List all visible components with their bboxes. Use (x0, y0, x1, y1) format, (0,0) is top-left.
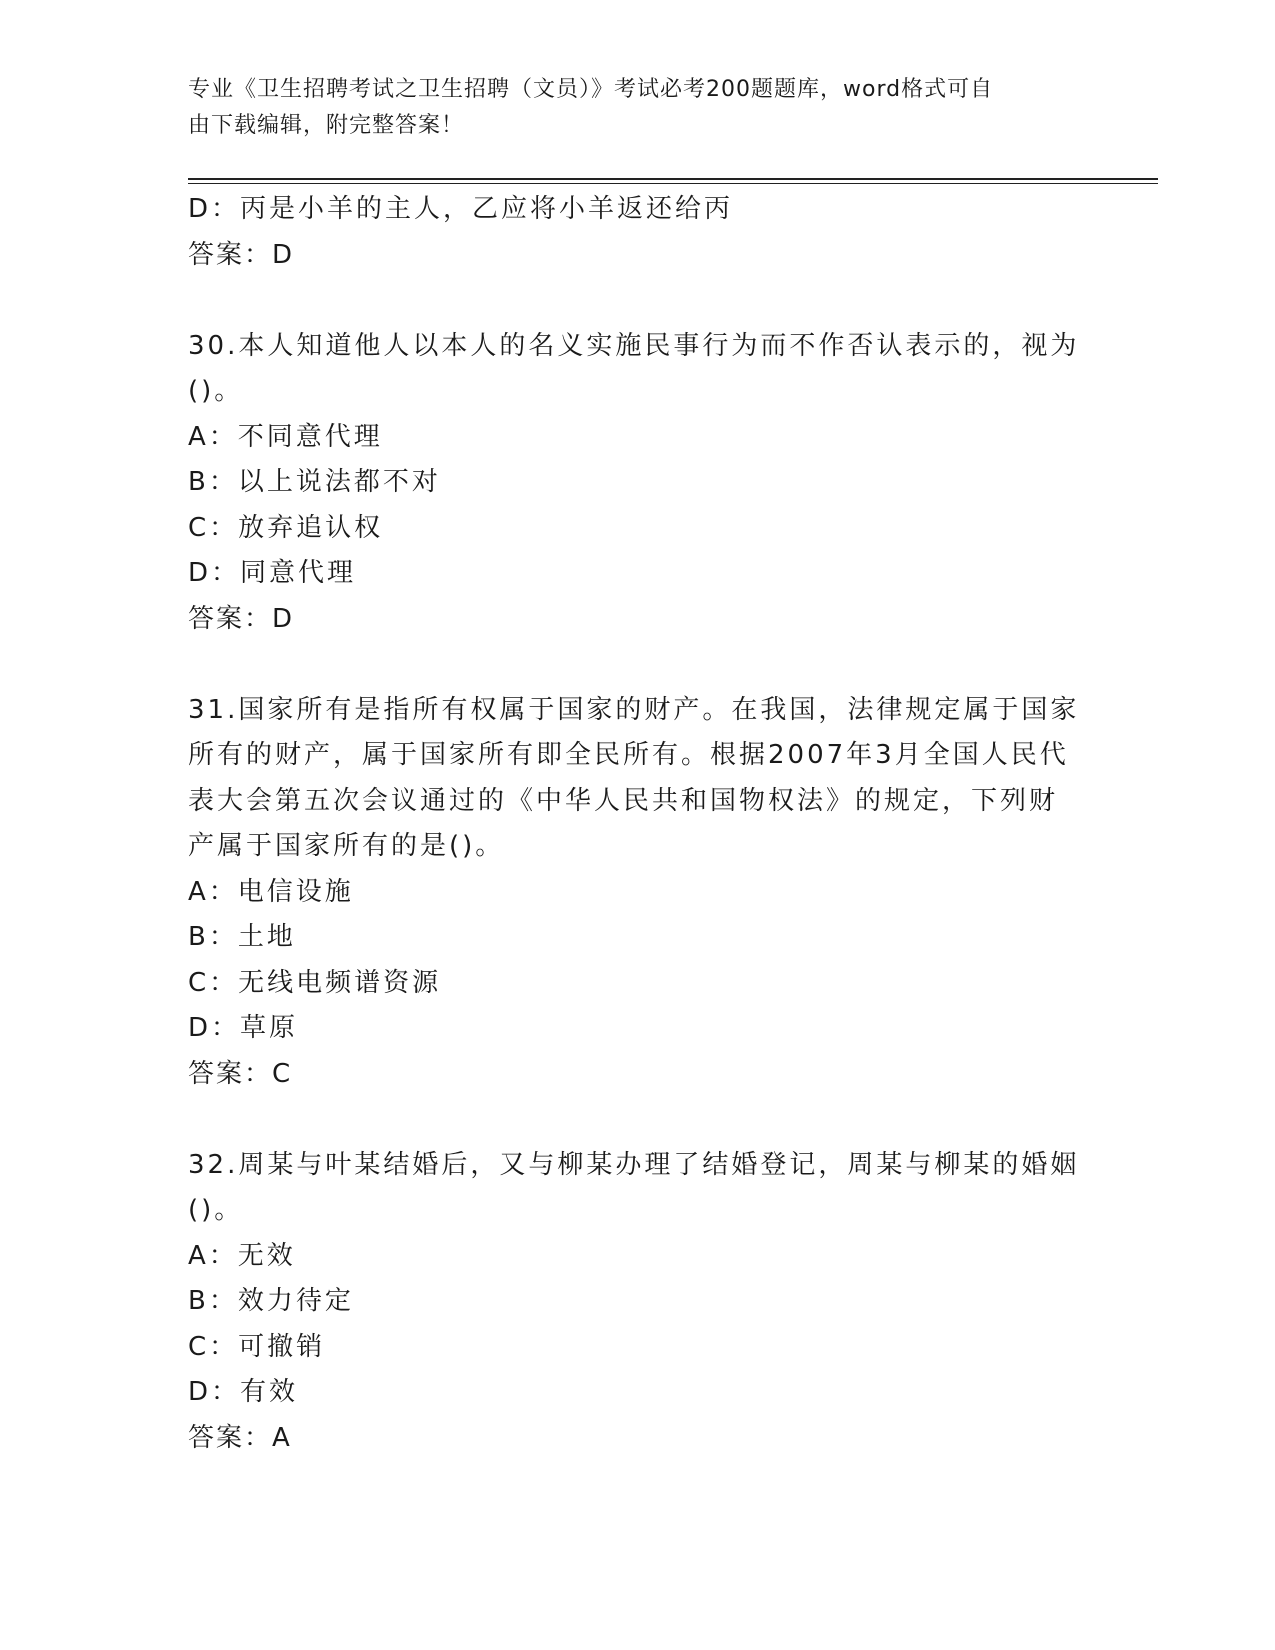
question-30 (188, 324, 1078, 643)
spacer (188, 642, 1078, 688)
question-32-option-b: B：效力待定 (188, 1286, 354, 1316)
question-32-answer: 答案：A (188, 1422, 292, 1453)
question-29-answer: 答案：D (188, 239, 295, 270)
question-31 (188, 688, 1078, 1098)
question-32-option-a: A：无效 (188, 1240, 296, 1271)
question-31-stem-line-1: 31.国家所有是指所有权属于国家的财产。在我国，法律规定属于国家 (188, 694, 1080, 725)
question-31-answer: 答案：C (188, 1058, 293, 1089)
question-31-stem-line-2: 所有的财产，属于国家所有即全民所有。根据2007年3月全国人民代 (188, 740, 1069, 770)
question-30-stem-line-2: ()。 (188, 376, 244, 406)
header-divider-thick (188, 178, 1158, 180)
question-29 (188, 187, 1078, 278)
question-32-option-d: D：有效 (188, 1377, 299, 1407)
question-30-option-a: A：不同意代理 (188, 421, 383, 452)
question-30-option-d: D：同意代理 (188, 558, 357, 588)
page-header (188, 72, 1068, 144)
question-30-option-b: B：以上说法都不对 (188, 467, 441, 497)
question-30-answer: 答案：D (188, 603, 295, 634)
question-30-stem-line-1: 30.本人知道他人以本人的名义实施民事行为而不作否认表示的，视为 (188, 330, 1080, 361)
question-31-stem-line-3: 表大会第五次会议通过的《中华人民共和国物权法》的规定，下列财 (188, 785, 1059, 816)
question-29-option-d: D：丙是小羊的主人，乙应将小羊返还给丙 (188, 194, 734, 224)
spacer (188, 1097, 1078, 1143)
question-31-option-d: D：草原 (188, 1013, 299, 1043)
header-divider-thin (188, 183, 1158, 184)
question-31-option-a: A：电信设施 (188, 876, 354, 907)
question-30-option-c: C：放弃追认权 (188, 512, 384, 543)
question-31-option-b: B：土地 (188, 922, 296, 952)
question-list (188, 187, 1078, 1461)
header-line-1: 专业《卫生招聘考试之卫生招聘（文员）》考试必考200题题库，word格式可自 (188, 77, 994, 102)
question-31-option-c: C：无线电频谱资源 (188, 967, 442, 998)
spacer (188, 278, 1078, 324)
question-32 (188, 1143, 1078, 1462)
header-line-2: 由下载编辑，附完整答案！ (188, 113, 465, 138)
question-32-stem-line-1: 32.周某与叶某结婚后，又与柳某办理了结婚登记，周某与柳某的婚姻 (188, 1149, 1080, 1180)
question-32-option-c: C：可撤销 (188, 1331, 326, 1362)
question-31-stem-line-4: 产属于国家所有的是()。 (188, 831, 505, 861)
question-32-stem-line-2: ()。 (188, 1195, 244, 1225)
